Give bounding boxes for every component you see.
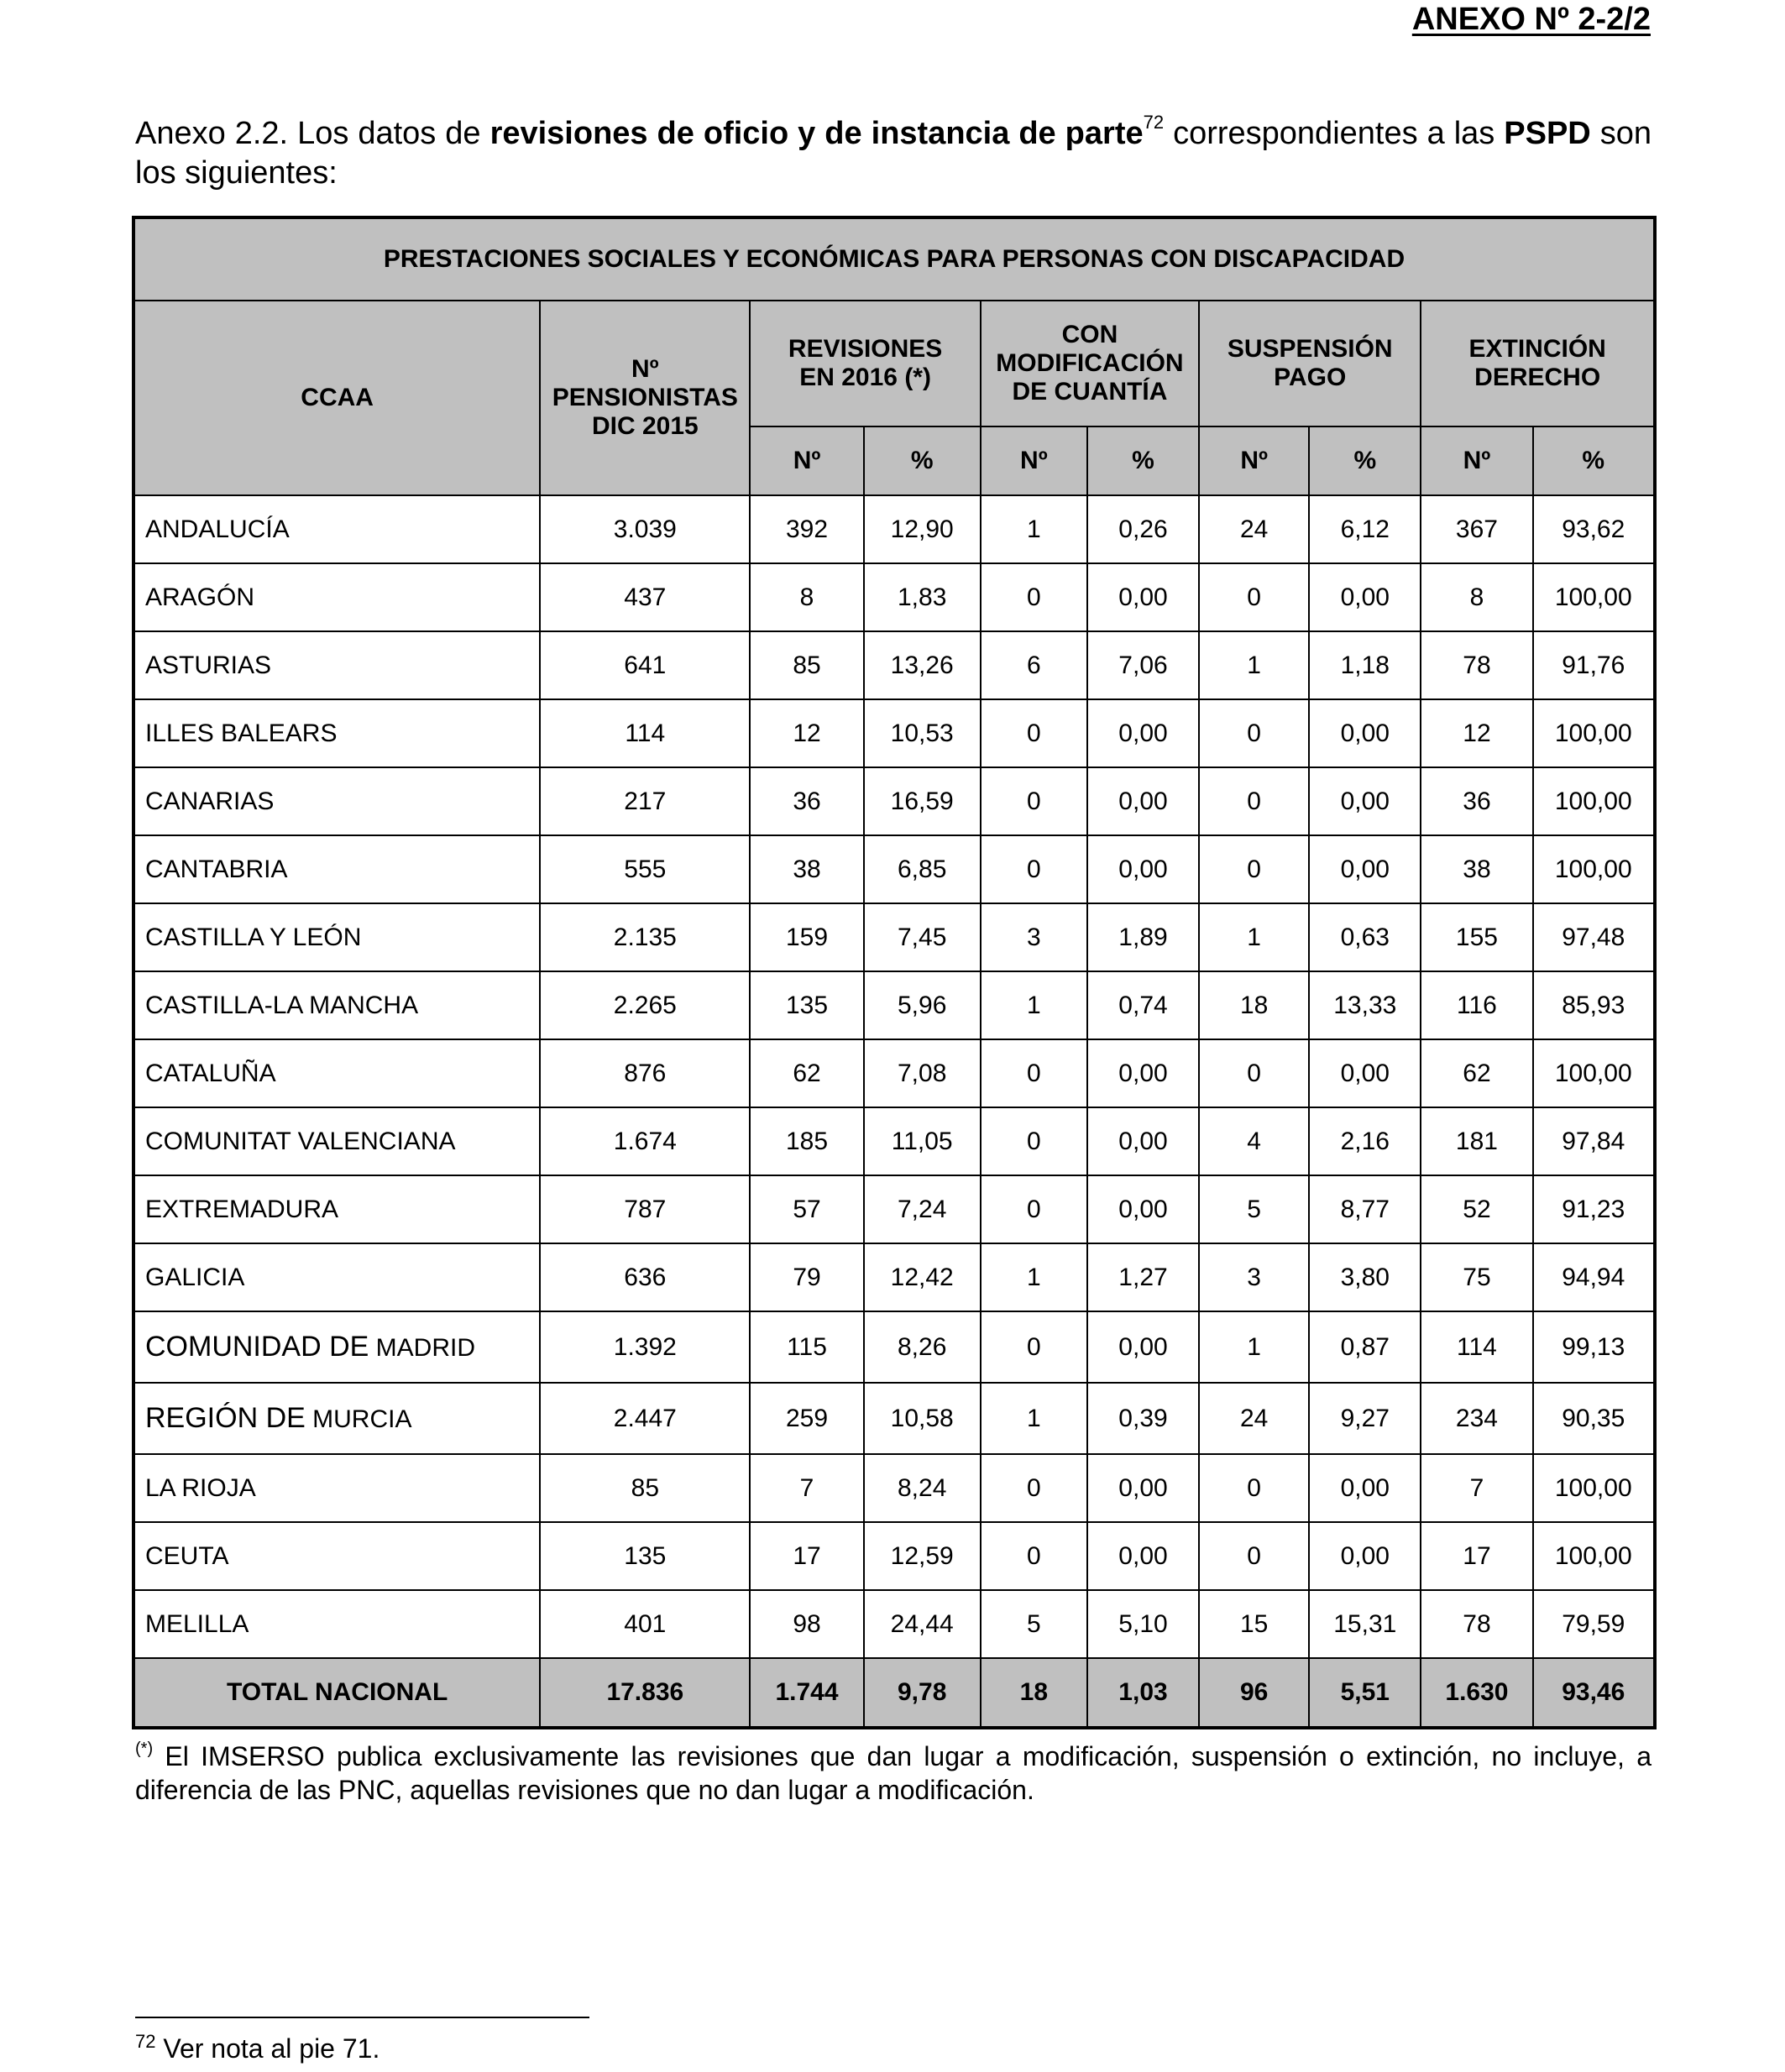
col-header-ccaa: CCAA bbox=[133, 301, 540, 495]
intro-prefix: Anexo 2.2. Los datos de bbox=[135, 116, 490, 151]
cell-ccaa: CATALUÑA bbox=[133, 1039, 540, 1107]
total-value: 1,03 bbox=[1087, 1658, 1199, 1728]
cell-value: 0 bbox=[981, 1522, 1087, 1590]
footnote-text: Ver nota al pie 71. bbox=[155, 2033, 380, 2064]
cell-ccaa: CEUTA bbox=[133, 1522, 540, 1590]
cell-value: 100,00 bbox=[1533, 1454, 1655, 1522]
table-row bbox=[133, 1590, 1655, 1658]
cell-value: 91,23 bbox=[1533, 1175, 1655, 1243]
cell-value: 91,76 bbox=[1533, 631, 1655, 699]
cell-value: 12,90 bbox=[864, 495, 981, 563]
table-row bbox=[133, 563, 1655, 631]
cell-value: 38 bbox=[750, 835, 863, 903]
cell-value: 1 bbox=[981, 1243, 1087, 1311]
cell-value: 24 bbox=[1199, 1383, 1309, 1454]
cell-ccaa: CANTABRIA bbox=[133, 835, 540, 903]
cell-value: 79,59 bbox=[1533, 1590, 1655, 1658]
sub-header-n: Nº bbox=[981, 426, 1087, 495]
cell-value: 4 bbox=[1199, 1107, 1309, 1175]
cell-value: 0 bbox=[1199, 767, 1309, 835]
cell-value: 18 bbox=[1199, 971, 1309, 1039]
sub-header-pct: % bbox=[1087, 426, 1199, 495]
cell-value: 8 bbox=[1421, 563, 1532, 631]
cell-value: 8 bbox=[750, 563, 863, 631]
cell-value: 5 bbox=[1199, 1175, 1309, 1243]
sub-header-pct: % bbox=[1309, 426, 1421, 495]
cell-value: 57 bbox=[750, 1175, 863, 1243]
cell-ccaa: ILLES BALEARS bbox=[133, 699, 540, 767]
cell-value: 12,59 bbox=[864, 1522, 981, 1590]
cell-value: 1 bbox=[981, 971, 1087, 1039]
cell-value: 641 bbox=[540, 631, 750, 699]
table-row bbox=[133, 835, 1655, 903]
cell-value: 100,00 bbox=[1533, 563, 1655, 631]
cell-value: 159 bbox=[750, 903, 863, 971]
pspd-table bbox=[132, 216, 1657, 1729]
cell-value: 0,00 bbox=[1309, 699, 1421, 767]
cell-value: 2.447 bbox=[540, 1383, 750, 1454]
cell-value: 0 bbox=[981, 1107, 1087, 1175]
cell-value: 24,44 bbox=[864, 1590, 981, 1658]
cell-value: 0,00 bbox=[1087, 1107, 1199, 1175]
cell-value: 0,00 bbox=[1309, 835, 1421, 903]
cell-value: 0,00 bbox=[1309, 767, 1421, 835]
cell-ccaa: LA RIOJA bbox=[133, 1454, 540, 1522]
cell-value: 135 bbox=[750, 971, 863, 1039]
sub-header-pct: % bbox=[1533, 426, 1655, 495]
cell-value: 0,00 bbox=[1309, 1454, 1421, 1522]
ccaa-name-part: MURCIA bbox=[305, 1405, 412, 1433]
table-row bbox=[133, 903, 1655, 971]
cell-value: 11,05 bbox=[864, 1107, 981, 1175]
cell-ccaa: EXTREMADURA bbox=[133, 1175, 540, 1243]
intro-middle: correspondientes a las bbox=[1164, 116, 1505, 151]
cell-value: 75 bbox=[1421, 1243, 1532, 1311]
cell-value: 0,00 bbox=[1087, 1039, 1199, 1107]
cell-value: 24 bbox=[1199, 495, 1309, 563]
cell-value: 0,00 bbox=[1087, 563, 1199, 631]
cell-value: 0 bbox=[1199, 1039, 1309, 1107]
table-body-head bbox=[133, 495, 1655, 1311]
cell-value: 0 bbox=[1199, 1522, 1309, 1590]
cell-value: 0 bbox=[1199, 1454, 1309, 1522]
cell-value: 0,26 bbox=[1087, 495, 1199, 563]
total-value: 1.744 bbox=[750, 1658, 863, 1728]
cell-value: 0 bbox=[981, 835, 1087, 903]
cell-value: 0,00 bbox=[1309, 1039, 1421, 1107]
cell-ccaa: COMUNITAT VALENCIANA bbox=[133, 1107, 540, 1175]
cell-value: 1.392 bbox=[540, 1311, 750, 1383]
col-header-modificacion: CON MODIFICACIÓN DE CUANTÍA bbox=[981, 301, 1199, 426]
ccaa-name-part: REGIÓN DE bbox=[145, 1402, 306, 1434]
cell-ccaa: ANDALUCÍA bbox=[133, 495, 540, 563]
cell-value: 17 bbox=[750, 1522, 863, 1590]
table-body-tail bbox=[133, 1454, 1655, 1658]
cell-value: 1,83 bbox=[864, 563, 981, 631]
cell-value: 0,00 bbox=[1087, 1454, 1199, 1522]
sub-header-n: Nº bbox=[750, 426, 863, 495]
total-value: 96 bbox=[1199, 1658, 1309, 1728]
cell-value: 3,80 bbox=[1309, 1243, 1421, 1311]
cell-value: 1,89 bbox=[1087, 903, 1199, 971]
cell-value: 85 bbox=[540, 1454, 750, 1522]
col-header-revisiones: REVISIONES EN 2016 (*) bbox=[750, 301, 980, 426]
total-value: 5,51 bbox=[1309, 1658, 1421, 1728]
cell-value: 85 bbox=[750, 631, 863, 699]
total-value: 9,78 bbox=[864, 1658, 981, 1728]
cell-value: 1 bbox=[1199, 1311, 1309, 1383]
table-row bbox=[133, 1107, 1655, 1175]
cell-value: 97,48 bbox=[1533, 903, 1655, 971]
cell-value: 0 bbox=[1199, 699, 1309, 767]
cell-value: 367 bbox=[1421, 495, 1532, 563]
cell-value: 0 bbox=[981, 1311, 1087, 1383]
cell-ccaa: MELILLA bbox=[133, 1590, 540, 1658]
cell-value: 437 bbox=[540, 563, 750, 631]
cell-value: 10,58 bbox=[864, 1383, 981, 1454]
total-value: 18 bbox=[981, 1658, 1087, 1728]
cell-value: 787 bbox=[540, 1175, 750, 1243]
cell-value: 94,94 bbox=[1533, 1243, 1655, 1311]
cell-value: 392 bbox=[750, 495, 863, 563]
col-header-pensionistas: Nº PENSIONISTAS DIC 2015 bbox=[540, 301, 750, 495]
cell-value: 114 bbox=[1421, 1311, 1532, 1383]
cell-value: 6,85 bbox=[864, 835, 981, 903]
cell-value: 78 bbox=[1421, 1590, 1532, 1658]
cell-value: 36 bbox=[750, 767, 863, 835]
total-value: 17.836 bbox=[540, 1658, 750, 1728]
cell-value: 0,00 bbox=[1087, 699, 1199, 767]
intro-paragraph bbox=[135, 114, 1652, 193]
cell-value: 79 bbox=[750, 1243, 863, 1311]
cell-value: 36 bbox=[1421, 767, 1532, 835]
cell-value: 98 bbox=[750, 1590, 863, 1658]
cell-value: 62 bbox=[750, 1039, 863, 1107]
cell-value: 7 bbox=[1421, 1454, 1532, 1522]
ccaa-name-part: COMUNIDAD DE bbox=[145, 1331, 369, 1363]
cell-value: 93,62 bbox=[1533, 495, 1655, 563]
cell-value: 876 bbox=[540, 1039, 750, 1107]
cell-value: 0,63 bbox=[1309, 903, 1421, 971]
cell-value: 3 bbox=[1199, 1243, 1309, 1311]
cell-value: 5 bbox=[981, 1590, 1087, 1658]
cell-value: 636 bbox=[540, 1243, 750, 1311]
cell-value: 555 bbox=[540, 835, 750, 903]
cell-value: 100,00 bbox=[1533, 767, 1655, 835]
intro-bold-revisiones: revisiones de oficio y de instancia de parte bbox=[489, 116, 1144, 151]
table-row bbox=[133, 1243, 1655, 1311]
cell-value: 62 bbox=[1421, 1039, 1532, 1107]
cell-value: 2.265 bbox=[540, 971, 750, 1039]
cell-value: 15,31 bbox=[1309, 1590, 1421, 1658]
cell-ccaa: ARAGÓN bbox=[133, 563, 540, 631]
cell-value: 1 bbox=[1199, 903, 1309, 971]
cell-value: 7,06 bbox=[1087, 631, 1199, 699]
table-note bbox=[135, 1740, 1652, 1807]
cell-value: 100,00 bbox=[1533, 1522, 1655, 1590]
table-row bbox=[133, 767, 1655, 835]
cell-value: 259 bbox=[750, 1383, 863, 1454]
intro-bold-pspd: PSPD bbox=[1504, 116, 1591, 151]
table-row bbox=[133, 1383, 1655, 1454]
cell-value: 0,00 bbox=[1309, 1522, 1421, 1590]
table-row bbox=[133, 971, 1655, 1039]
cell-ccaa: CANARIAS bbox=[133, 767, 540, 835]
footnote bbox=[135, 2033, 380, 2064]
cell-value: 0,00 bbox=[1087, 1175, 1199, 1243]
cell-value: 401 bbox=[540, 1590, 750, 1658]
total-value: 93,46 bbox=[1533, 1658, 1655, 1728]
cell-value: 5,96 bbox=[864, 971, 981, 1039]
cell-value: 100,00 bbox=[1533, 835, 1655, 903]
cell-value: 116 bbox=[1421, 971, 1532, 1039]
cell-value: 12 bbox=[1421, 699, 1532, 767]
cell-value: 181 bbox=[1421, 1107, 1532, 1175]
cell-value: 0,00 bbox=[1087, 767, 1199, 835]
col-header-suspension: SUSPENSIÓN PAGO bbox=[1199, 301, 1421, 426]
cell-value: 0 bbox=[981, 1175, 1087, 1243]
cell-value: 0 bbox=[1199, 563, 1309, 631]
cell-value: 0,74 bbox=[1087, 971, 1199, 1039]
cell-value: 13,33 bbox=[1309, 971, 1421, 1039]
cell-value: 7,24 bbox=[864, 1175, 981, 1243]
cell-value: 0 bbox=[981, 767, 1087, 835]
intro-suffix: son los siguientes: bbox=[135, 116, 1652, 191]
cell-value: 0,39 bbox=[1087, 1383, 1199, 1454]
cell-value: 15 bbox=[1199, 1590, 1309, 1658]
cell-value: 217 bbox=[540, 767, 750, 835]
cell-value: 2,16 bbox=[1309, 1107, 1421, 1175]
cell-value: 38 bbox=[1421, 835, 1532, 903]
note-text: El IMSERSO publica exclusivamente las revisiones que dan lugar a modificación, suspensión o extinción, no incluye, a diferencia de las PNC, aquellas revisiones que no dan lugar a modificación. bbox=[135, 1741, 1652, 1805]
cell-value: 90,35 bbox=[1533, 1383, 1655, 1454]
cell-value: 10,53 bbox=[864, 699, 981, 767]
sub-header-n: Nº bbox=[1199, 426, 1309, 495]
cell-value: 0,00 bbox=[1309, 563, 1421, 631]
table-total bbox=[133, 1658, 1655, 1728]
table-row bbox=[133, 631, 1655, 699]
table-title: PRESTACIONES SOCIALES Y ECONÓMICAS PARA PERSONAS CON DISCAPACIDAD bbox=[133, 217, 1655, 301]
footnote-divider bbox=[135, 2017, 589, 2018]
cell-value: 0,00 bbox=[1087, 1522, 1199, 1590]
cell-value: 1,27 bbox=[1087, 1243, 1199, 1311]
cell-value: 0 bbox=[1199, 835, 1309, 903]
cell-value: 1,18 bbox=[1309, 631, 1421, 699]
cell-value: 17 bbox=[1421, 1522, 1532, 1590]
table-body-special bbox=[133, 1311, 1655, 1454]
cell-value: 7 bbox=[750, 1454, 863, 1522]
total-value: 1.630 bbox=[1421, 1658, 1532, 1728]
cell-value: 8,26 bbox=[864, 1311, 981, 1383]
col-header-extincion: EXTINCIÓN DERECHO bbox=[1421, 301, 1655, 426]
cell-value: 13,26 bbox=[864, 631, 981, 699]
table-row bbox=[133, 699, 1655, 767]
cell-value: 12 bbox=[750, 699, 863, 767]
cell-value: 1 bbox=[981, 495, 1087, 563]
cell-value: 85,93 bbox=[1533, 971, 1655, 1039]
cell-value: 52 bbox=[1421, 1175, 1532, 1243]
cell-value: 155 bbox=[1421, 903, 1532, 971]
cell-value: 3 bbox=[981, 903, 1087, 971]
cell-value: 0 bbox=[981, 1454, 1087, 1522]
cell-value: 6 bbox=[981, 631, 1087, 699]
cell-value: 7,45 bbox=[864, 903, 981, 971]
table-row bbox=[133, 1454, 1655, 1522]
cell-value: 5,10 bbox=[1087, 1590, 1199, 1658]
sub-header-n: Nº bbox=[1421, 426, 1532, 495]
total-label: TOTAL NACIONAL bbox=[133, 1658, 540, 1728]
cell-value: 0 bbox=[981, 699, 1087, 767]
footnote-ref[interactable]: 72 bbox=[1143, 112, 1165, 133]
cell-value: 0,00 bbox=[1087, 835, 1199, 903]
cell-value: 97,84 bbox=[1533, 1107, 1655, 1175]
cell-value: 0 bbox=[981, 1039, 1087, 1107]
sub-header-pct: % bbox=[864, 426, 981, 495]
table-row bbox=[133, 1311, 1655, 1383]
cell-value: 99,13 bbox=[1533, 1311, 1655, 1383]
cell-value: 6,12 bbox=[1309, 495, 1421, 563]
cell-value: 78 bbox=[1421, 631, 1532, 699]
cell-value: 16,59 bbox=[864, 767, 981, 835]
ccaa-name-part: MADRID bbox=[369, 1334, 476, 1362]
note-mark: (*) bbox=[135, 1740, 154, 1758]
table-row bbox=[133, 1175, 1655, 1243]
cell-ccaa bbox=[133, 1383, 540, 1454]
cell-value: 114 bbox=[540, 699, 750, 767]
footnote-number: 72 bbox=[135, 2031, 156, 2052]
cell-value: 100,00 bbox=[1533, 1039, 1655, 1107]
cell-value: 9,27 bbox=[1309, 1383, 1421, 1454]
cell-ccaa: ASTURIAS bbox=[133, 631, 540, 699]
cell-ccaa: CASTILLA-LA MANCHA bbox=[133, 971, 540, 1039]
cell-value: 1 bbox=[1199, 631, 1309, 699]
cell-value: 100,00 bbox=[1533, 699, 1655, 767]
cell-value: 8,24 bbox=[864, 1454, 981, 1522]
annex-label: ANEXO Nº 2-2/2 bbox=[1411, 2, 1651, 37]
cell-value: 0 bbox=[981, 563, 1087, 631]
table-row bbox=[133, 1522, 1655, 1590]
cell-value: 3.039 bbox=[540, 495, 750, 563]
cell-value: 1.674 bbox=[540, 1107, 750, 1175]
cell-ccaa: CASTILLA Y LEÓN bbox=[133, 903, 540, 971]
cell-ccaa bbox=[133, 1311, 540, 1383]
cell-value: 2.135 bbox=[540, 903, 750, 971]
table-row bbox=[133, 1039, 1655, 1107]
cell-value: 0,00 bbox=[1087, 1311, 1199, 1383]
cell-value: 135 bbox=[540, 1522, 750, 1590]
cell-value: 115 bbox=[750, 1311, 863, 1383]
cell-value: 0,87 bbox=[1309, 1311, 1421, 1383]
cell-value: 234 bbox=[1421, 1383, 1532, 1454]
total-row bbox=[133, 1658, 1655, 1728]
cell-value: 185 bbox=[750, 1107, 863, 1175]
cell-ccaa: GALICIA bbox=[133, 1243, 540, 1311]
cell-value: 1 bbox=[981, 1383, 1087, 1454]
cell-value: 7,08 bbox=[864, 1039, 981, 1107]
cell-value: 12,42 bbox=[864, 1243, 981, 1311]
table-row bbox=[133, 495, 1655, 563]
cell-value: 8,77 bbox=[1309, 1175, 1421, 1243]
